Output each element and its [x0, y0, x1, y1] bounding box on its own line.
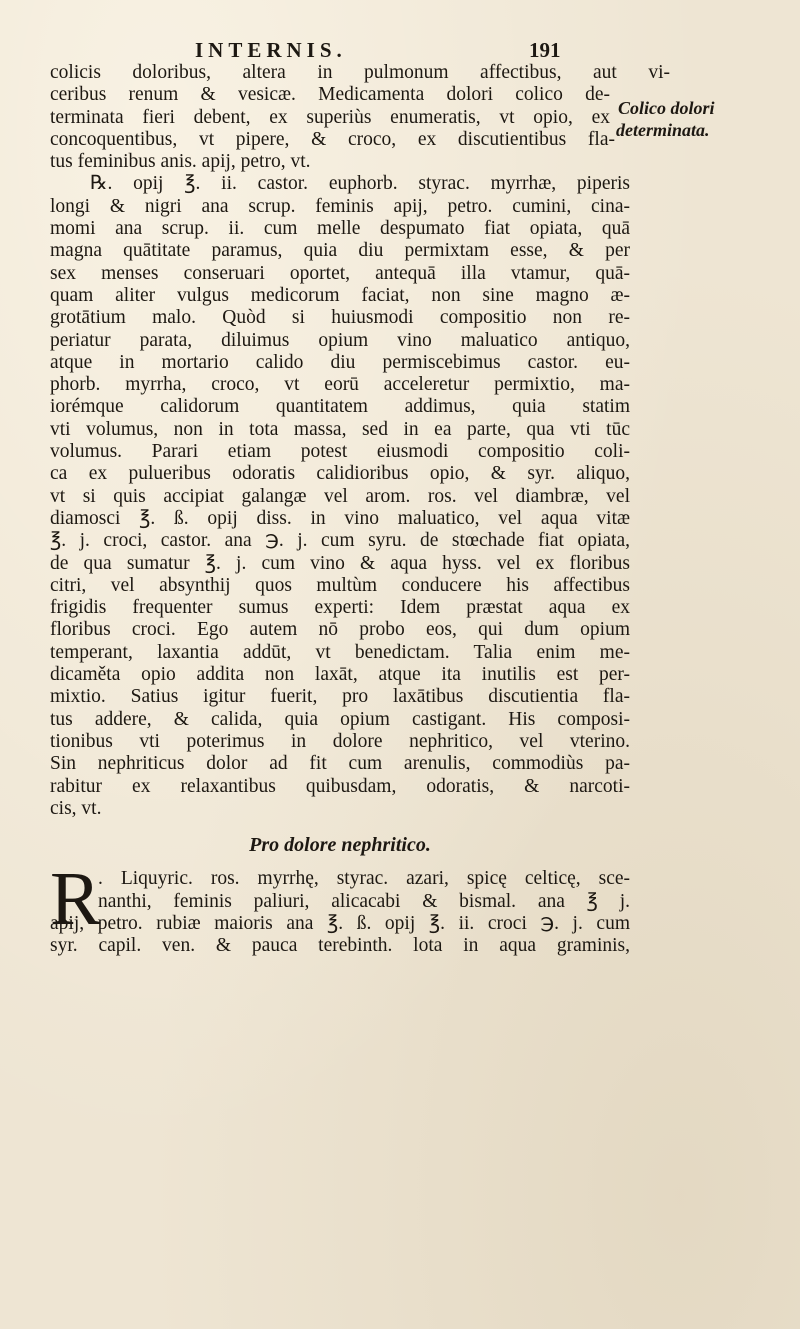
text-line: ceribus renum & vesicæ. Medicamenta dolori colico de-	[50, 84, 610, 106]
text-line: tus addere, & calida, quia opium castigant. His composi-	[50, 708, 630, 730]
body-text	[50, 62, 670, 958]
text-line: magna quātitate paramus, quia diu permixtam esse, & per	[50, 240, 630, 262]
text-line: grotātium malo. Quòd si huiusmodi compositio non re-	[50, 307, 630, 329]
text-line: iorémque calidorum quantitatem addimus, quia statim	[50, 396, 630, 418]
text-line: apij, petro. rubiæ maioris ana ℥. ß. opij ℥. ii. croci ℈. j. cum	[50, 912, 630, 934]
text-line: quam aliter vulgus medicorum faciat, non sine magno æ-	[50, 284, 630, 306]
text-line: de qua sumatur ℥. j. cum vino & aqua hyss. vel ex floribus	[50, 552, 630, 574]
section-heading: Pro dolore nephritico.	[249, 834, 431, 857]
text-line: cis, vt.	[50, 797, 102, 819]
text-line: momi ana scrup. ii. cum melle despumato fiat opiata, quā	[50, 218, 630, 240]
text-line: periatur parata, diluimus opium vino maluatico antiquo,	[50, 329, 630, 351]
text-line: Sin nephriticus dolor ad fit cum arenulis, commodiùs pa-	[50, 753, 630, 775]
text-line: concoquentibus, vt pipere, & croco, ex discutientibus fla-	[50, 128, 615, 150]
text-line: dicaměta opio addita non laxāt, atque ita inutilis est per-	[50, 664, 630, 686]
recipe	[50, 857, 670, 957]
text-line: ℞. opij ℥. ii. castor. euphorb. styrac. myrrhæ, piperis	[90, 173, 630, 195]
text-line: terminata fieri debent, ex superiùs enumeratis, vt opio, ex	[50, 106, 610, 128]
text-line: phorb. myrrha, croco, vt eorū acceleretur permixtio, ma-	[50, 374, 630, 396]
text-line: tus feminibus anis. apij, petro, vt.	[50, 151, 311, 173]
text-line: diamosci ℥. ß. opij diss. in vino maluatico, vel aqua vitæ	[50, 507, 630, 529]
page-number: 191	[529, 38, 561, 62]
text-line: volumus. Parari etiam potest eiusmodi compositio coli-	[50, 441, 630, 463]
text-line: longi & nigri ana scrup. feminis apij, petro. cumini, cina-	[50, 195, 630, 217]
text-line: vt si quis accipiat galangæ vel arom. ros. vel diambræ, vel	[50, 485, 630, 507]
text-line: ca ex pulueribus odoratis calidioribus opio, & syr. aliquo,	[50, 463, 630, 485]
text-line: colicis doloribus, altera in pulmonum affectibus, aut vi-	[50, 62, 670, 83]
text-line: syr. capil. ven. & pauca terebinth. lota in aqua graminis,	[50, 935, 630, 957]
text-line: citri, vel absynthij quos multùm conducere his affectibus	[50, 574, 630, 596]
text-line: floribus croci. Ego autem nō probo eos, qui dum opium	[50, 619, 630, 641]
text-line: temperant, laxantia addūt, vt benedictam. Talia enim me-	[50, 641, 630, 663]
drop-cap: R	[50, 857, 101, 942]
text-line: tionibus vti poterimus in dolore nephritico, vel vterino.	[50, 730, 630, 752]
text-line: frigidis frequenter sumus experti: Idem præstat aqua ex	[50, 597, 630, 619]
text-line: rabitur ex relaxantibus quibusdam, odoratis, & narcoti-	[50, 775, 630, 797]
text-line: atque in mortario calido diu permiscebimus castor. eu-	[50, 351, 630, 373]
text-line: mixtio. Satius igitur fuerit, pro laxātibus discutientia fla-	[50, 686, 630, 708]
running-head: INTERNIS.	[195, 38, 347, 62]
text-line: ℥. j. croci, castor. ana ℈. j. cum syru. de stœchade fiat opiata,	[50, 530, 630, 552]
text-line: vti volumus, non in tota massa, sed in ea parte, qua vti tūc	[50, 418, 630, 440]
text-line: nanthi, feminis paliuri, alicacabi & bismal. ana ℥ j.	[98, 890, 630, 912]
text-line: . Liquyric. ros. myrrhę, styrac. azari, spicę celticę, sce-	[98, 868, 630, 890]
marginal-note-line: determinata.	[616, 120, 710, 140]
marginal-note-line: Colico dolori	[618, 98, 715, 118]
text-line: sex menses conseruari oportet, antequā illa vtamur, quā-	[50, 262, 630, 284]
